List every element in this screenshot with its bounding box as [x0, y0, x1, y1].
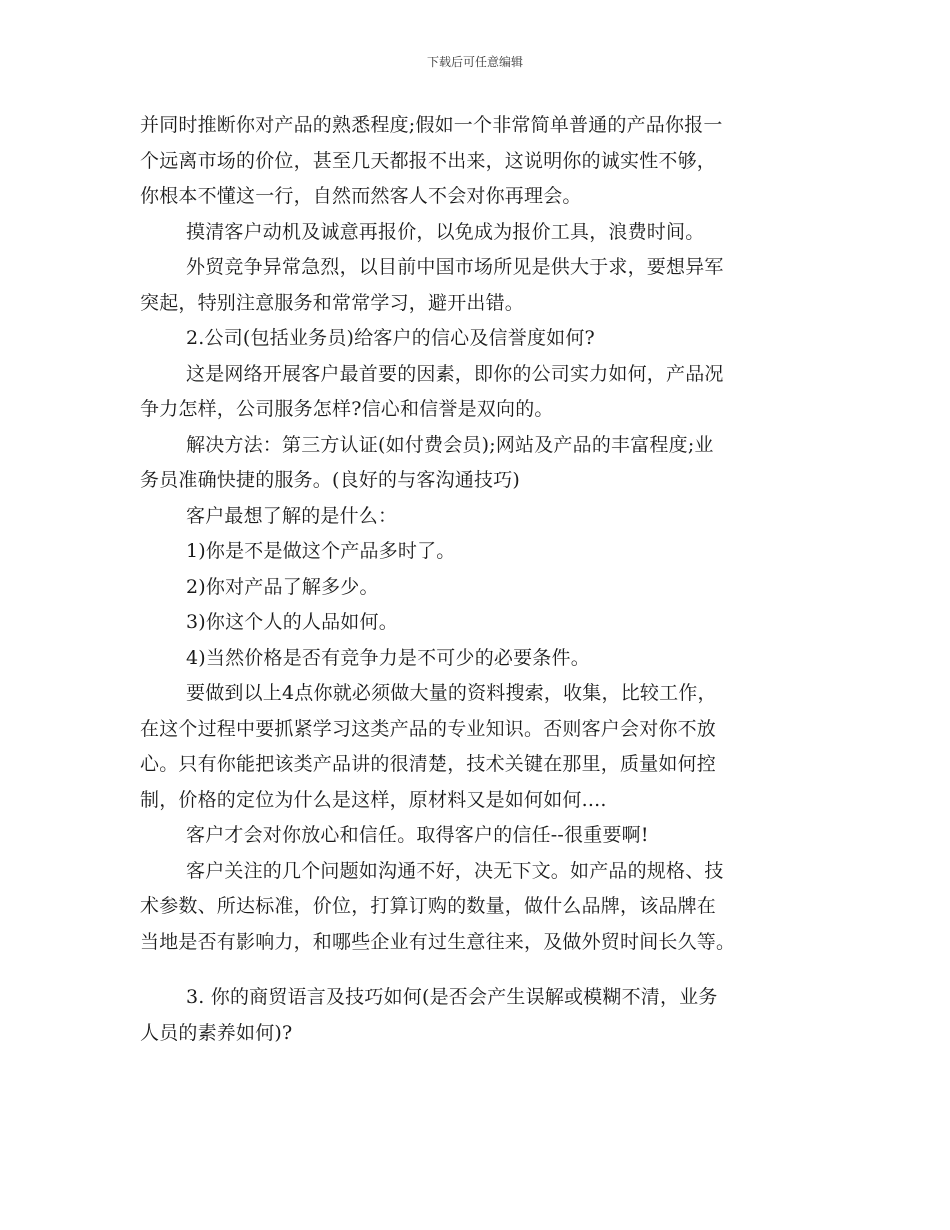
list-item: 2)你对产品了解多少。: [186, 575, 379, 598]
paragraph-line: 制，价格的定位为什么是这样，原材料又是如何如何....: [140, 788, 607, 811]
paragraph-line: 解决方法：第三方认证(如付费会员);网站及产品的丰富程度;业: [186, 433, 714, 456]
paragraph-line: 个远离市场的价位，甚至几天都报不出来，这说明你的诚实性不够，: [140, 149, 717, 172]
paragraph-line: 当地是否有影响力，和哪些企业有过生意往来，及做外贸时间长久等。: [140, 930, 736, 953]
paragraph-line: 这是网络开展客户最首要的因素，即你的公司实力如何，产品况: [186, 362, 724, 385]
paragraph-gap: [140, 960, 820, 980]
paragraph-line: 务员准确快捷的服务。(良好的与客沟通技巧): [140, 469, 521, 491]
paragraph-line: 你根本不懂这一行，自然而然客人不会对你再理会。: [140, 185, 582, 207]
paragraph-line: 外贸竞争异常急烈，以目前中国市场所见是供大于求，要想异军: [186, 256, 724, 278]
paragraph-line: 人员的素养如何)?: [140, 1021, 293, 1044]
paragraph-line: 客户关注的几个问题如沟通不好，决无下文。如产品的规格、技: [186, 859, 724, 882]
paragraph-line: 客户最想了解的是什么：: [186, 504, 398, 527]
paragraph-line: 客户才会对你放心和信任。取得客户的信任--很重要啊!: [186, 824, 649, 846]
paragraph-line: 争力怎样，公司服务怎样?信心和信誉是双向的。: [140, 398, 554, 420]
section-heading: 2.公司(包括业务员)给客户的信心及信誉度如何?: [186, 327, 595, 349]
section-heading: 3. 你的商贸语言及技巧如何(是否会产生误解或模糊不清，业务: [186, 986, 718, 1008]
list-item: 1)你是不是做这个产品多时了。: [186, 540, 456, 562]
list-item: 3)你这个人的人品如何。: [186, 611, 398, 633]
paragraph-line: 要做到以上4点你就必须做大量的资料搜索，收集，比较工作，: [186, 682, 717, 704]
document-body: [140, 108, 820, 1051]
paragraph-line: 心。只有你能把该类产品讲的很清楚，技术关键在那里，质量如何控: [140, 753, 717, 775]
list-item: 4)当然价格是否有竞争力是不可少的必要条件。: [186, 646, 590, 669]
paragraph-line: 突起，特别注意服务和常常学习，避开出错。: [140, 291, 525, 314]
paragraph-line: 在这个过程中要抓紧学习这类产品的专业知识。否则客户会对你不放: [140, 717, 717, 740]
paragraph-line: 术参数、所达标准，价位，打算订购的数量，做什么品牌，该品牌在: [140, 895, 717, 917]
page-header: 下载后可任意编辑: [426, 55, 523, 69]
paragraph-line: 并同时推断你对产品的熟悉程度;假如一个非常简单普通的产品你报一: [140, 114, 723, 136]
paragraph-line: 摸清客户动机及诚意再报价，以免成为报价工具，浪费时间。: [186, 220, 705, 243]
